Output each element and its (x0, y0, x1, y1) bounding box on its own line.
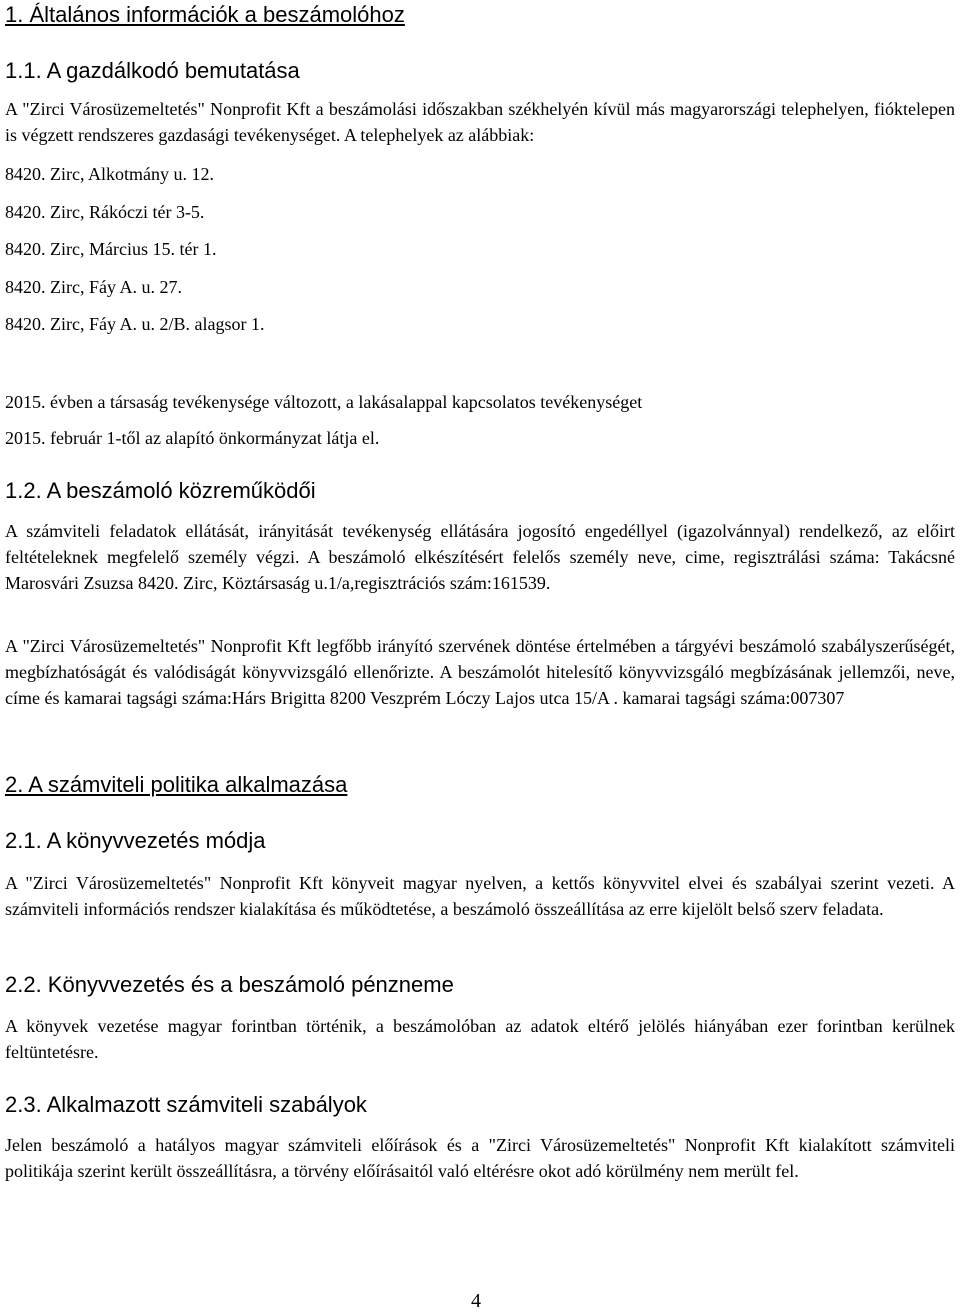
page-number: 4 (471, 1290, 481, 1312)
section-2-2-heading: 2.2. Könyvvezetés és a beszámoló pénzneme (5, 972, 454, 997)
section-2-3-paragraph: Jelen beszámoló a hatályos magyar számviteli előírások és a "Zirci Városüzemeltetés" Nonprofit Kft kialakított számviteli politikája szerint került összeállításra, a törvény előírásaitól való eltérésre okot adó körülmény nem merült fel. (5, 1135, 955, 1181)
site-item: 8420. Zirc, Fáy A. u. 27. (5, 277, 182, 297)
section-2-1-paragraph: A "Zirci Városüzemeltetés" Nonprofit Kft könyveit magyar nyelven, a kettős könyvvitel elvei és szabályai szerint vezeti. A számviteli információs rendszer kialakítása és működtetése, a beszámoló összeállítása az erre kijelölt belső szerv feladata. (5, 873, 955, 919)
section-2-3-heading: 2.3. Alkalmazott számviteli szabályok (5, 1092, 367, 1117)
section-2-1-heading: 2.1. A könyvvezetés módja (5, 828, 266, 853)
section-1-1-intro: A "Zirci Városüzemeltetés" Nonprofit Kft a beszámolási időszakban székhelyén kívül más magyarországi telephelyen, fióktelepen is végzett rendszeres gazdasági tevékenységet. A telephelyek az alábbiak: (5, 99, 955, 145)
site-item: 8420. Zirc, Alkotmány u. 12. (5, 164, 214, 184)
site-item: 8420. Zirc, Rákóczi tér 3-5. (5, 202, 205, 222)
section-1-1-heading: 1.1. A gazdálkodó bemutatása (5, 58, 300, 83)
section-2-2-paragraph: A könyvek vezetése magyar forintban történik, a beszámolóban az adatok eltérő jelölés hiányában ezer forintban kerülnek feltüntetésre. (5, 1016, 955, 1062)
activity-change-note: 2015. évben a társaság tevékenysége változott, a lakásalappal kapcsolatos tevékenységet (5, 392, 643, 412)
section-1-2-paragraph-2: A "Zirci Városüzemeltetés" Nonprofit Kft legfőbb irányító szervének döntése értelmében a tárgyévi beszámoló szabályszerűségét, megbízhatóságát és valódiságát könyvvizsgáló ellenőrizte. A beszámolót hitelesítő könyvvizsgáló megbízásának jellemzői, neve, címe és kamarai tagsági száma:Hárs Brigitta 8200 Veszprém Lóczy Lajos utca 15/A . kamarai tagsági száma:007307 (5, 636, 955, 708)
activity-change-note-2: 2015. február 1-től az alapító önkormányzat látja el. (5, 428, 380, 448)
section-1-heading: 1. Általános információk a beszámolóhoz (5, 2, 405, 27)
site-item: 8420. Zirc, Fáy A. u. 2/B. alagsor 1. (5, 314, 265, 334)
section-2-heading: 2. A számviteli politika alkalmazása (5, 772, 348, 797)
site-item: 8420. Zirc, Március 15. tér 1. (5, 239, 217, 259)
section-1-2-heading: 1.2. A beszámoló közreműködői (5, 478, 316, 503)
section-1-2-paragraph-1: A számviteli feladatok ellátását, irányitását tevékenység ellátására jogosító engedéllyel (igazolvánnyal) rendelkező, az előirt feltételeknek megfelelő személy végzi. A beszámoló elkészítésért felelős személy neve, cime, regisztrálási száma: Takácsné Marosvári Zsuzsa 8420. Zirc, Köztársaság u.1/a,regisztrációs szám:161539. (5, 521, 955, 593)
